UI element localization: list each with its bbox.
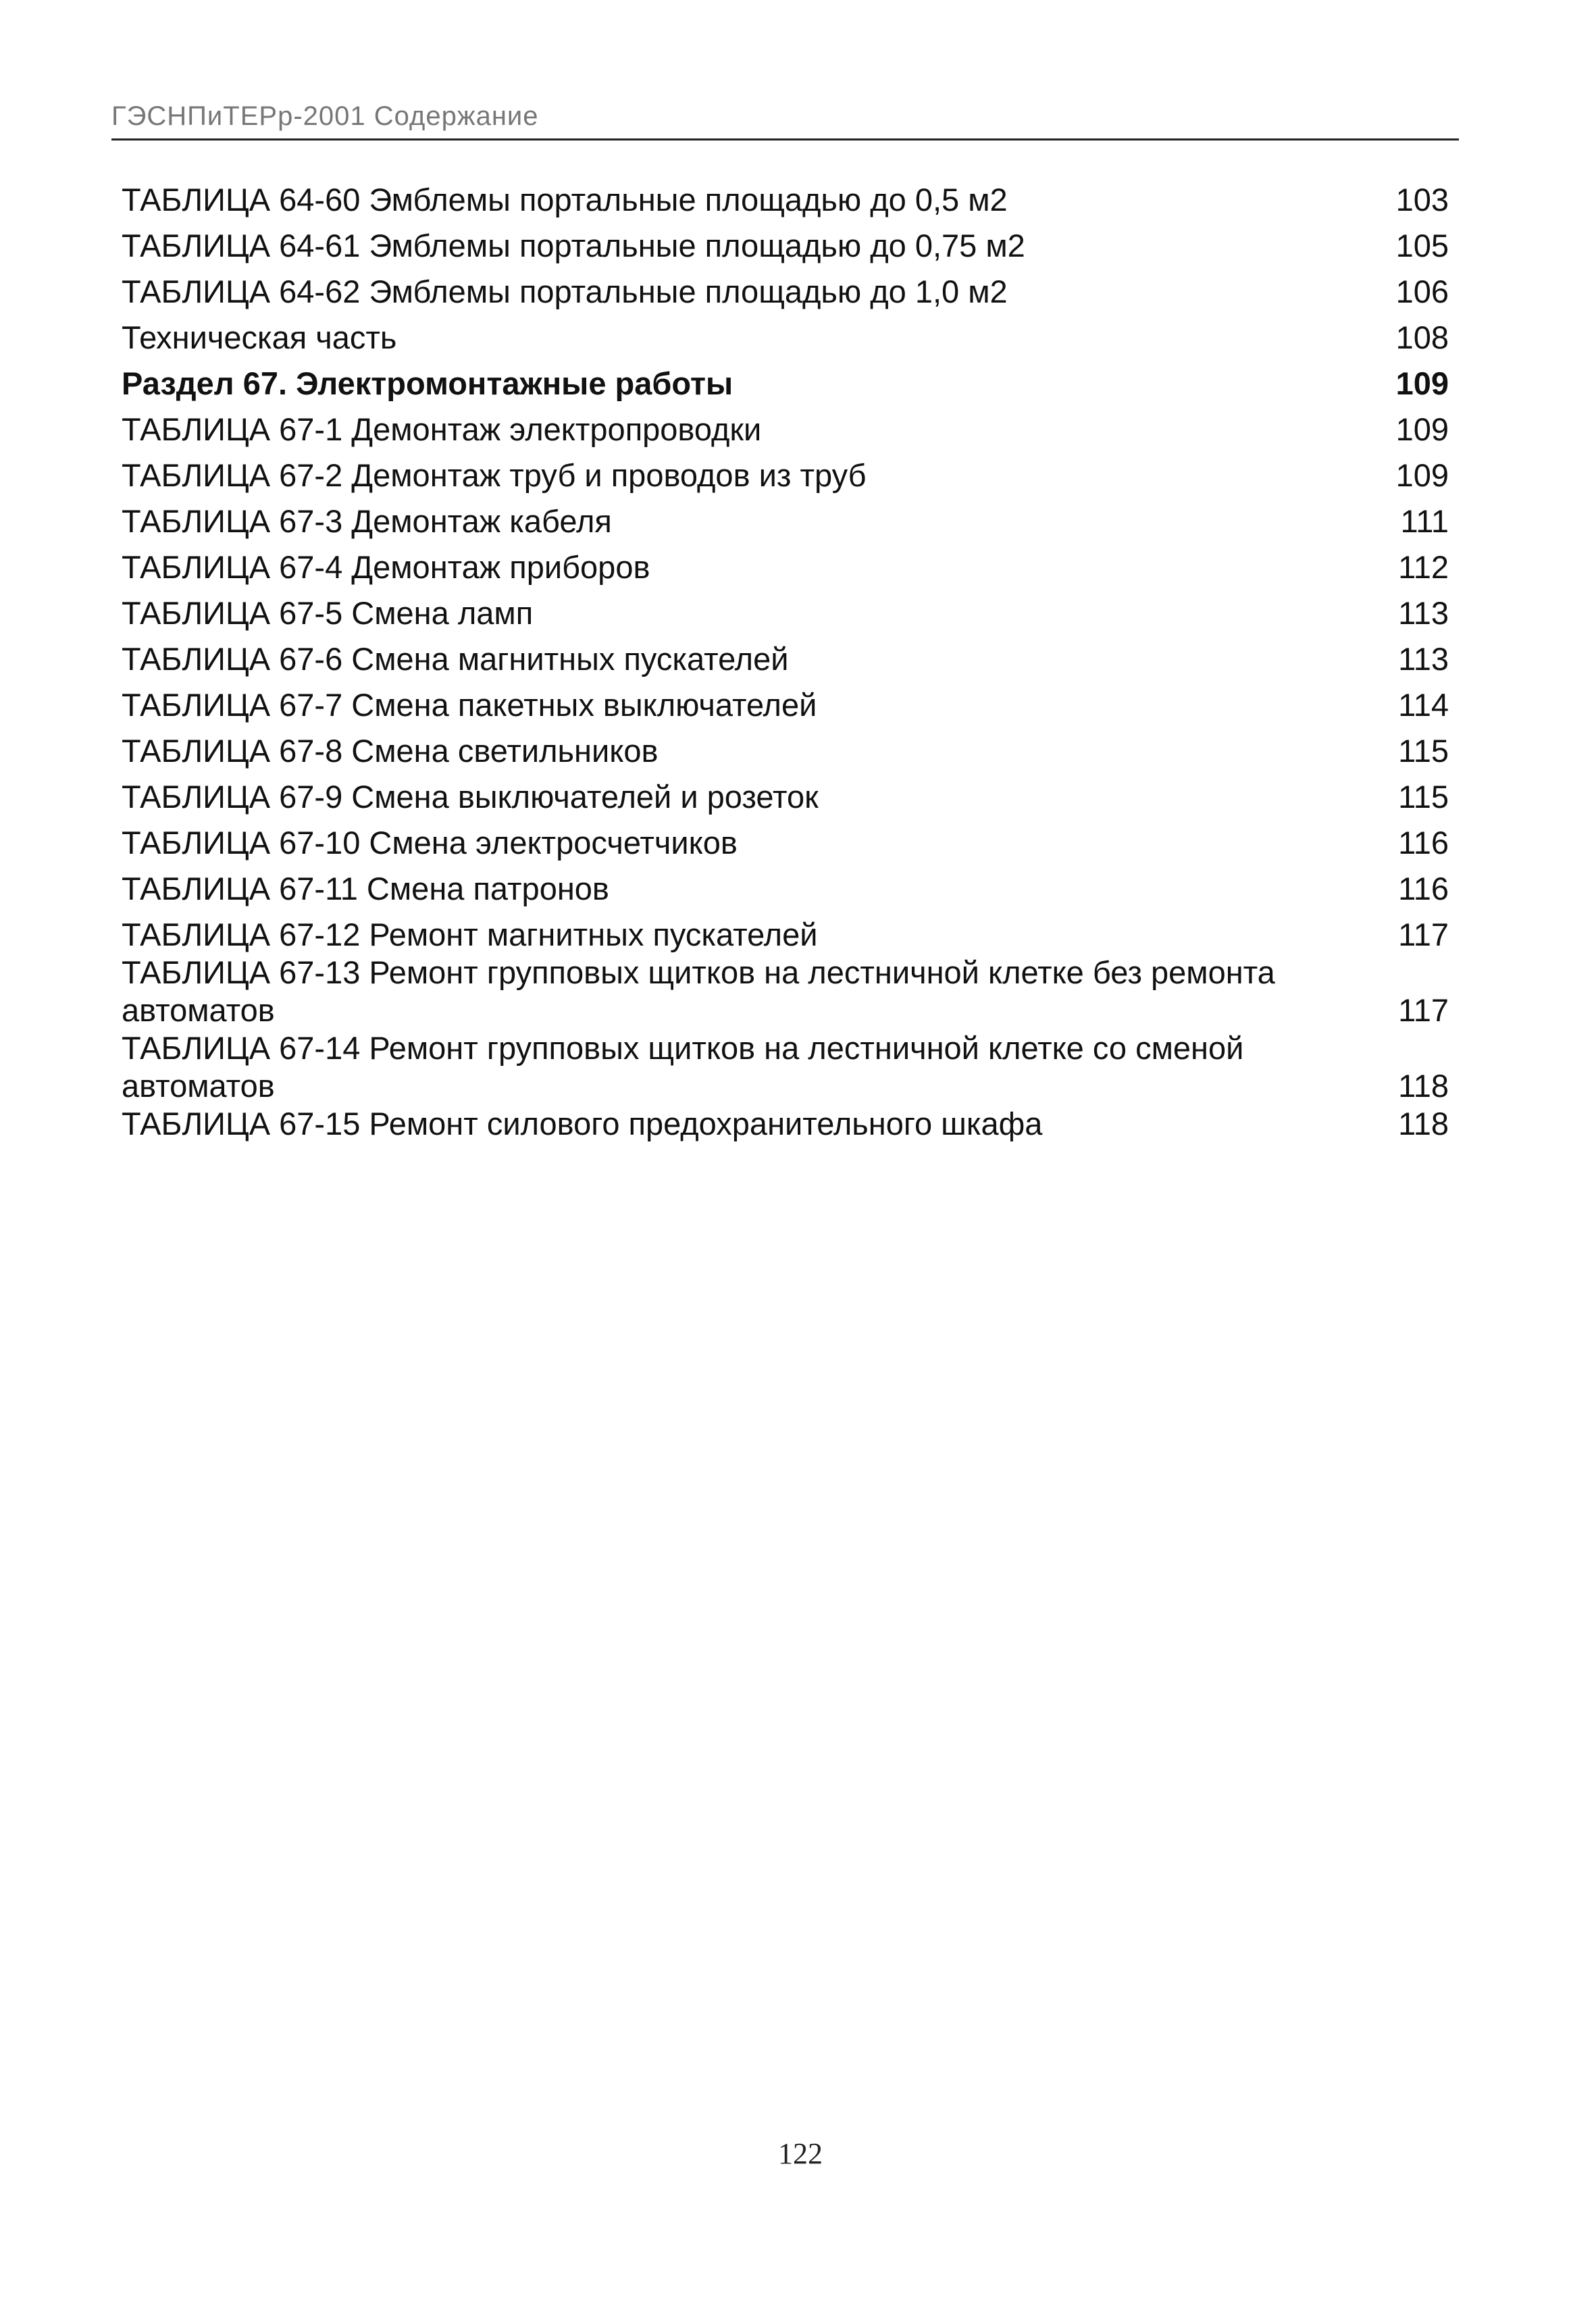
- toc-entry-title: ТАБЛИЦА 67-12 Ремонт магнитных пускателей: [122, 917, 818, 952]
- table-of-contents: [122, 181, 1449, 1151]
- toc-entry[interactable]: [122, 273, 1449, 319]
- toc-entry[interactable]: [122, 227, 1449, 273]
- toc-entry-title: ТАБЛИЦА 64-62 Эмблемы портальные площадью до 1,0 м2: [122, 274, 1008, 309]
- toc-entry-title: ТАБЛИЦА 67-6 Смена магнитных пускателей: [122, 641, 789, 677]
- toc-entry-page: 109: [1395, 457, 1449, 493]
- toc-entry-title: ТАБЛИЦА 67-3 Демонтаж кабеля: [122, 503, 612, 539]
- toc-entry-page: 113: [1398, 641, 1449, 677]
- toc-entry[interactable]: [122, 548, 1449, 594]
- toc-entry-page: 118: [1398, 1068, 1449, 1104]
- page-number: 122: [778, 2137, 823, 2170]
- toc-entry-page: 117: [1398, 917, 1449, 952]
- toc-entry-page: 105: [1395, 228, 1449, 263]
- toc-entry[interactable]: [122, 1105, 1449, 1151]
- toc-entry-title: ТАБЛИЦА 67-9 Смена выключателей и розеток: [122, 779, 819, 815]
- toc-entry[interactable]: [122, 411, 1449, 457]
- toc-section-heading[interactable]: [122, 365, 1449, 411]
- toc-entry[interactable]: [122, 954, 1449, 1029]
- toc-entry-page: 115: [1398, 779, 1449, 815]
- toc-entry-title: ТАБЛИЦА 67-13 Ремонт групповых щитков на лестничной клетке без ремонта автоматов: [122, 954, 1275, 1028]
- toc-entry[interactable]: [122, 916, 1449, 954]
- toc-entry-page: 109: [1395, 411, 1449, 447]
- header-divider: [111, 138, 1459, 140]
- toc-entry-title: ТАБЛИЦА 67-2 Демонтаж труб и проводов из труб: [122, 457, 867, 493]
- toc-entry-title: ТАБЛИЦА 64-61 Эмблемы портальные площадью до 0,75 м2: [122, 228, 1025, 263]
- toc-entry[interactable]: [122, 824, 1449, 870]
- toc-entry-page: 116: [1398, 871, 1449, 906]
- toc-entry[interactable]: [122, 503, 1449, 548]
- toc-entry[interactable]: [122, 640, 1449, 686]
- toc-entry[interactable]: [122, 686, 1449, 732]
- toc-entry[interactable]: [122, 181, 1449, 227]
- toc-entry-title: ТАБЛИЦА 64-60 Эмблемы портальные площадью до 0,5 м2: [122, 182, 1008, 217]
- toc-entry-title: ТАБЛИЦА 67-4 Демонтаж приборов: [122, 549, 650, 585]
- toc-entry-title: ТАБЛИЦА 67-14 Ремонт групповых щитков на лестничной клетке со сменой автоматов: [122, 1030, 1244, 1104]
- toc-entry-page: 103: [1395, 182, 1449, 217]
- toc-entry-page: 108: [1395, 319, 1449, 355]
- toc-entry[interactable]: [122, 870, 1449, 916]
- toc-entry[interactable]: [122, 457, 1449, 503]
- toc-section-page: 109: [1395, 365, 1449, 401]
- toc-entry-page: 111: [1400, 503, 1449, 539]
- toc-entry-title: ТАБЛИЦА 67-11 Смена патронов: [122, 871, 609, 906]
- toc-entry-page: 117: [1398, 992, 1449, 1028]
- toc-entry-title: ТАБЛИЦА 67-5 Смена ламп: [122, 595, 534, 631]
- toc-section-title: Раздел 67. Электромонтажные работы: [122, 365, 733, 401]
- running-header: ГЭСНПиТЕРр-2001 Содержание: [111, 101, 539, 131]
- toc-entry[interactable]: [122, 778, 1449, 824]
- toc-entry-technical-part[interactable]: [122, 319, 1449, 365]
- toc-entry-page: 115: [1398, 733, 1449, 769]
- toc-entry[interactable]: [122, 1029, 1449, 1105]
- toc-entry-title: Техническая часть: [122, 319, 397, 355]
- toc-entry-page: 118: [1398, 1106, 1449, 1141]
- toc-entry-title: ТАБЛИЦА 67-10 Смена электросчетчиков: [122, 825, 738, 860]
- toc-entry-page: 114: [1398, 687, 1449, 723]
- toc-entry-page: 113: [1398, 595, 1449, 631]
- toc-entry[interactable]: [122, 594, 1449, 640]
- toc-entry-title: ТАБЛИЦА 67-15 Ремонт силового предохранительного шкафа: [122, 1106, 1043, 1141]
- toc-entry-title: ТАБЛИЦА 67-7 Смена пакетных выключателей: [122, 687, 817, 723]
- toc-entry-page: 112: [1398, 549, 1449, 585]
- toc-entry[interactable]: [122, 732, 1449, 778]
- toc-entry-page: 106: [1395, 274, 1449, 309]
- toc-entry-page: 116: [1398, 825, 1449, 860]
- toc-entry-title: ТАБЛИЦА 67-8 Смена светильников: [122, 733, 659, 769]
- toc-entry-title: ТАБЛИЦА 67-1 Демонтаж электропроводки: [122, 411, 762, 447]
